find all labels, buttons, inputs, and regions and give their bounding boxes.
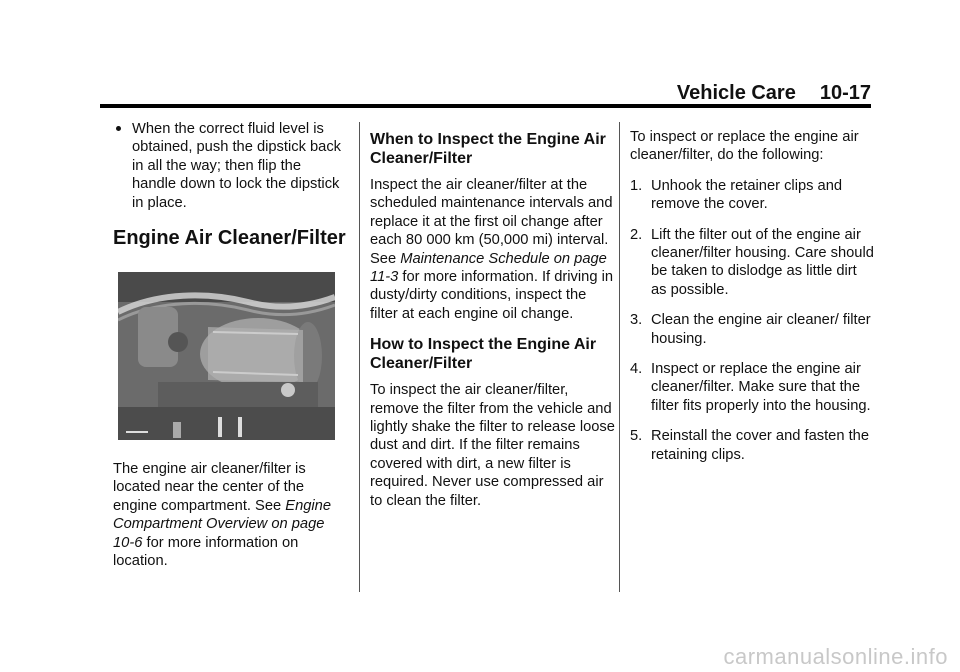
step-item bbox=[630, 177, 875, 214]
location-paragraph bbox=[113, 460, 348, 570]
maintenance-schedule-link[interactable]: Maintenance Schedule on page 11-3 bbox=[370, 250, 607, 286]
when-text-end: for more information. If driving in dusty/dirty conditions, inspect the filter at each engine oil change. bbox=[370, 269, 613, 322]
location-text: The engine air cleaner/filter is located near the center of the engine compartment. See bbox=[113, 461, 306, 514]
watermark: carmanualsonline.info bbox=[723, 644, 948, 669]
step-number: 2. bbox=[630, 226, 643, 243]
column-divider bbox=[619, 122, 620, 592]
section-heading: Engine Air Cleaner/Filter bbox=[113, 227, 346, 250]
column-3 bbox=[630, 128, 875, 476]
bullet-item bbox=[113, 120, 348, 212]
header-text bbox=[677, 82, 871, 105]
column-divider bbox=[359, 122, 360, 592]
step-text: Unhook the retainer clips and remove the cover. bbox=[651, 177, 843, 213]
step-text: Inspect or replace the engine air cleaner/filter. Make sure that the filter fits properly into the housing. bbox=[651, 361, 871, 414]
steps-list bbox=[630, 177, 875, 464]
engine-photo-illustration bbox=[118, 272, 335, 440]
step-item bbox=[630, 226, 875, 300]
step-number: 1. bbox=[630, 177, 643, 194]
column-1-lower bbox=[113, 460, 348, 570]
when-text: Inspect the air cleaner/filter at the scheduled maintenance intervals and replace it at the first oil change after each 80 000 km (50,000 mi) interval. See bbox=[370, 177, 613, 267]
step-text: Lift the filter out of the engine air cleaner/filter housing. Care should be taken to dislodge as little dirt as possible. bbox=[651, 226, 874, 298]
step-number: 4. bbox=[630, 361, 643, 378]
section-title: Vehicle Care bbox=[676, 82, 796, 104]
column-2 bbox=[370, 130, 615, 510]
column-1 bbox=[113, 120, 348, 250]
page-number: 10-17 bbox=[819, 82, 871, 104]
step-item bbox=[630, 311, 875, 348]
step-item bbox=[630, 427, 875, 464]
step-number: 5. bbox=[630, 428, 643, 445]
engine-compartment-link[interactable]: Engine Compartment Overview on page 10-6 bbox=[113, 497, 332, 551]
step-item bbox=[630, 360, 875, 415]
subheading-when: When to Inspect the Engine Air Cleaner/Filter bbox=[370, 131, 606, 167]
page-header bbox=[100, 78, 871, 106]
how-paragraph: To inspect the air cleaner/filter, remove the filter from the vehicle and lightly shake the filter to release loose dust and dirt. If the filter remains covered with dirt, a new filter is required. Never use compressed air to clean the filter. bbox=[370, 382, 615, 509]
header-rule bbox=[100, 104, 871, 108]
engine-air-cleaner-photo bbox=[118, 272, 335, 440]
steps-intro: To inspect or replace the engine air cleaner/filter, do the following: bbox=[630, 129, 859, 164]
when-paragraph bbox=[370, 176, 615, 323]
step-number: 3. bbox=[630, 312, 643, 329]
bullet-dot-icon bbox=[116, 126, 121, 131]
bullet-text: When the correct fluid level is obtained, push the dipstick back in all the way; then flip the handle down to lock the dipstick in place. bbox=[132, 121, 342, 211]
subheading-how: How to Inspect the Engine Air Cleaner/Filter bbox=[370, 336, 597, 373]
step-text: Reinstall the cover and fasten the retaining clips. bbox=[651, 428, 869, 463]
step-text: Clean the engine air cleaner/ filter housing. bbox=[651, 312, 871, 347]
location-text-end: for more information on location. bbox=[113, 534, 299, 570]
